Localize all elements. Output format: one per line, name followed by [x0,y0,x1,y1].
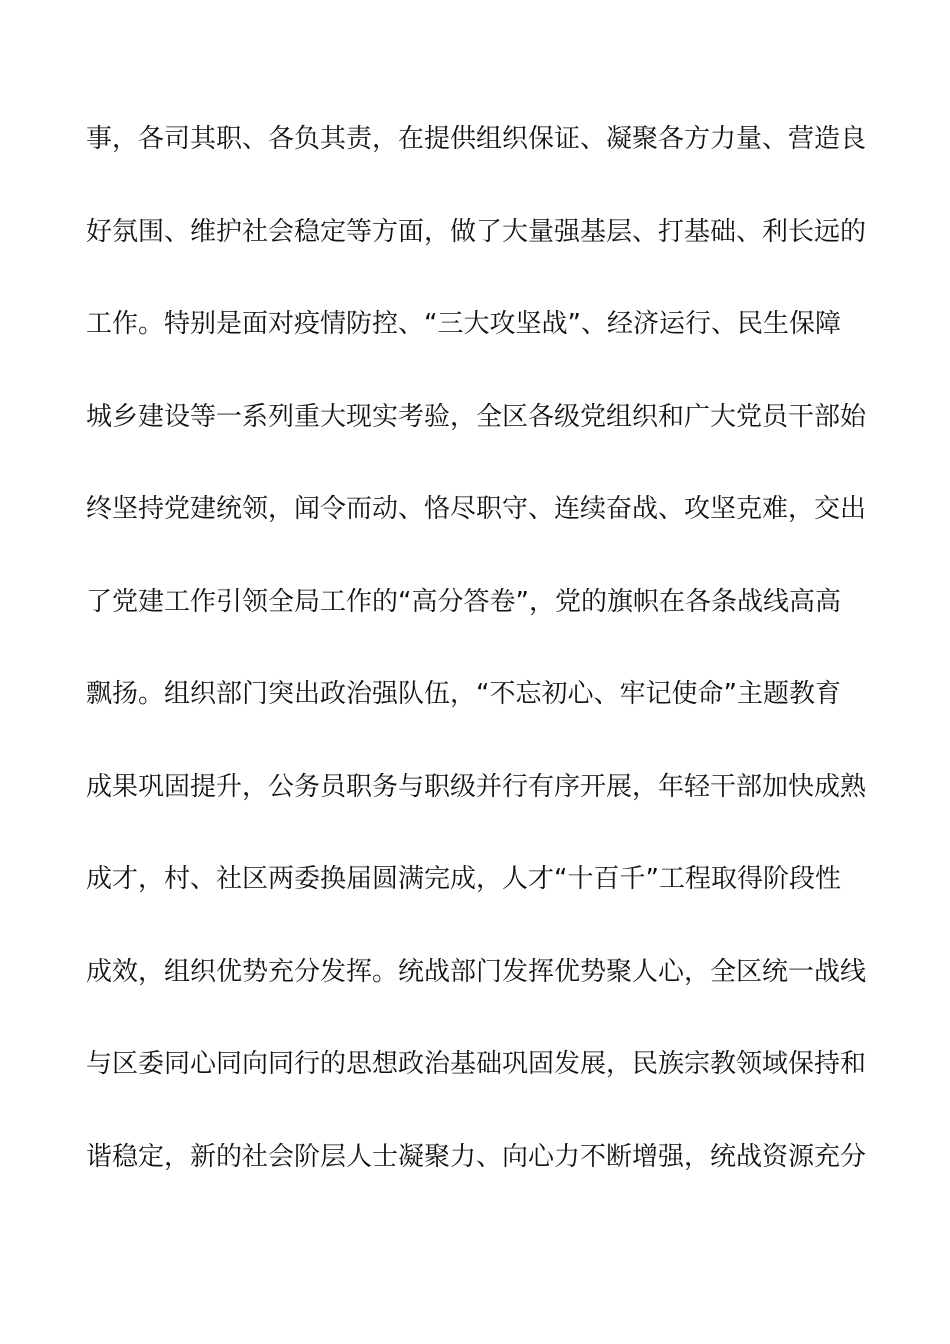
text-line: 与区委同心同向同行的思想政治基础巩固发展，民族宗教领域保持和 [86,1049,867,1079]
text-line: 好氛围、维护社会稳定等方面，做了大量强基层、打基础、利长远的 [86,216,867,247]
text-line: 城乡建设等一系列重大现实考验，全区各级党组织和广大党员干部始 [86,401,867,432]
text-line: 谐稳定，新的社会阶层人士凝聚力、向心力不断增强，统战资源充分 [86,1141,867,1172]
text-line: 成果巩固提升，公务员职务与职级并行有序开展，年轻干部加快成熟 [86,771,867,802]
body-paragraph [86,116,876,1226]
text-line: 终坚持党建统领，闻令而动、恪尽职守、连续奋战、攻坚克难，交出 [86,494,867,524]
text-line: 工作。特别是面对疫情防控、“三大攻坚战”、经济运行、民生保障 [86,309,841,339]
text-line: 成效，组织优势充分发挥。统战部门发挥优势聚人心，全区统一战线 [86,956,867,987]
text-line: 成才，村、社区两委换届圆满完成，人才“十百千”工程取得阶段性 [86,864,841,894]
text-line: 飘扬。组织部门突出政治强队伍，“不忘初心、牢记使命”主题教育 [86,679,841,709]
text-line: 事，各司其职、各负其责，在提供组织保证、凝聚各方力量、营造良 [86,124,867,154]
text-line: 了党建工作引领全局工作的“高分答卷”，党的旗帜在各条战线高高 [86,586,841,617]
